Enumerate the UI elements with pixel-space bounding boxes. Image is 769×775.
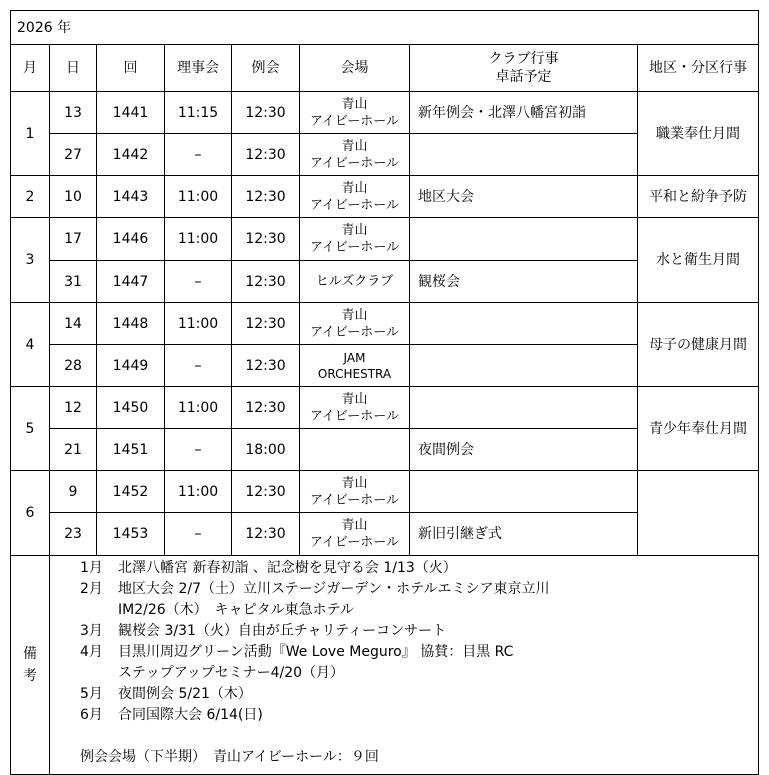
notes-label-1: 備 — [23, 646, 37, 662]
day-cell: 23 — [50, 513, 97, 556]
event-cell — [410, 387, 638, 429]
note-month — [80, 600, 118, 621]
board-cell: – — [165, 345, 232, 387]
note-text: IM2/26（木） キャピタル東急ホテル — [118, 602, 354, 618]
board-cell: – — [165, 429, 232, 471]
event-cell — [410, 345, 638, 387]
venue-cell — [300, 345, 410, 387]
district-cell — [638, 471, 759, 556]
table-row — [11, 303, 759, 345]
round-cell: 1453 — [97, 513, 165, 556]
table-row — [11, 92, 759, 134]
board-cell: 11:00 — [165, 387, 232, 429]
time-cell: 12:30 — [232, 345, 300, 387]
note-month: 5月 — [80, 686, 103, 702]
note-line — [80, 558, 758, 579]
schedule-table — [10, 10, 759, 775]
board-cell: 11:00 — [165, 303, 232, 345]
month-cell: 5 — [11, 387, 50, 471]
note-text: 地区大会 2/7（土）立川ステージガーデン・ホテルエミシア東京立川 — [118, 581, 550, 597]
header-month: 月 — [11, 45, 50, 92]
time-cell: 12:30 — [232, 471, 300, 513]
time-cell: 12:30 — [232, 513, 300, 556]
time-cell: 12:30 — [232, 134, 300, 176]
venue-line2: アイビーホール — [309, 408, 400, 424]
note-month: 3月 — [80, 623, 103, 639]
venue-line2: アイビーホール — [309, 492, 400, 508]
venue-cell — [300, 513, 410, 556]
venue-cell — [300, 387, 410, 429]
board-cell: 11:00 — [165, 471, 232, 513]
venue-line1: 青山 — [341, 96, 368, 112]
round-cell: 1443 — [97, 176, 165, 218]
note-month: 1月 — [80, 560, 103, 576]
venue-line2: アイビーホール — [309, 535, 400, 550]
venue-line2: アイビーホール — [309, 324, 400, 340]
venue-line2: アイビーホール — [309, 197, 400, 213]
board-cell: 11:00 — [165, 176, 232, 218]
day-cell: 28 — [50, 345, 97, 387]
time-cell: 12:30 — [232, 176, 300, 218]
event-cell: 夜間例会 — [410, 429, 638, 471]
district-cell: 水と衛生月間 — [638, 218, 759, 303]
event-cell: 地区大会 — [410, 176, 638, 218]
round-cell: 1442 — [97, 134, 165, 176]
header-round: 回 — [97, 45, 165, 92]
day-cell: 14 — [50, 303, 97, 345]
day-cell: 31 — [50, 261, 97, 303]
board-cell: 11:00 — [165, 218, 232, 261]
board-cell: – — [165, 134, 232, 176]
header-meeting: 例会 — [232, 45, 300, 92]
venue-cell — [300, 176, 410, 218]
day-cell: 21 — [50, 429, 97, 471]
day-cell: 17 — [50, 218, 97, 261]
table-row — [11, 387, 759, 429]
table-row — [11, 218, 759, 261]
note-text: ステップアップセミナー4/20（月） — [118, 665, 345, 681]
round-cell: 1449 — [97, 345, 165, 387]
day-cell: 13 — [50, 92, 97, 134]
time-cell: 12:30 — [232, 387, 300, 429]
venue-cell — [300, 471, 410, 513]
event-cell — [410, 303, 638, 345]
venue-line1: 青山 — [341, 138, 368, 154]
venue-line1: 青山 — [341, 307, 368, 323]
venue-line1: JAM — [343, 350, 366, 365]
board-cell: – — [165, 513, 232, 556]
round-cell: 1441 — [97, 92, 165, 134]
venue-cell — [300, 261, 410, 303]
venue-line1: 青山 — [341, 180, 368, 196]
event-cell — [410, 134, 638, 176]
venue-cell — [300, 92, 410, 134]
time-cell: 12:30 — [232, 218, 300, 261]
day-cell: 12 — [50, 387, 97, 429]
notes-label — [11, 556, 50, 775]
district-cell: 職業奉仕月間 — [638, 92, 759, 176]
event-cell: 観桜会 — [410, 261, 638, 303]
note-text: 北澤八幡宮 新春初詣 、記念樹を見守る会 1/13（火） — [118, 560, 457, 576]
round-cell: 1446 — [97, 218, 165, 261]
note-line — [80, 600, 758, 621]
venue-cell — [300, 134, 410, 176]
round-cell: 1452 — [97, 471, 165, 513]
notes-cell — [50, 556, 759, 775]
venue-line1: 青山 — [341, 475, 368, 491]
note-spacer — [80, 726, 758, 747]
time-cell: 12:30 — [232, 92, 300, 134]
venue-line1: ヒルズクラブ — [315, 274, 394, 289]
table-title: 2026 年 — [11, 11, 759, 45]
note-line — [80, 705, 758, 726]
event-cell: 新旧引継ぎ式 — [410, 513, 638, 556]
round-cell: 1451 — [97, 429, 165, 471]
header-event — [410, 45, 638, 92]
note-text: 合同国際大会 6/14(日) — [118, 707, 263, 723]
table-row — [11, 471, 759, 513]
venue-line2: アイビーホール — [309, 155, 400, 171]
note-text: 目黒川周辺グリーン活動『We Love Meguro』 協賛：目黒 RC — [118, 644, 514, 660]
venue-cell — [300, 429, 410, 471]
round-cell: 1447 — [97, 261, 165, 303]
round-cell: 1448 — [97, 303, 165, 345]
note-month — [80, 663, 118, 684]
district-cell: 母子の健康月間 — [638, 303, 759, 387]
venue-line1: 青山 — [341, 518, 368, 533]
note-line — [80, 642, 758, 663]
event-cell: 新年例会・北澤八幡宮初詣 — [410, 92, 638, 134]
month-cell: 2 — [11, 176, 50, 218]
venue-cell — [300, 218, 410, 261]
header-board: 理事会 — [165, 45, 232, 92]
venue-line1: 青山 — [341, 391, 368, 407]
day-cell: 27 — [50, 134, 97, 176]
table-row — [11, 176, 759, 218]
notes-label-2: 考 — [23, 668, 37, 684]
month-cell: 1 — [11, 92, 50, 176]
month-cell: 6 — [11, 471, 50, 556]
venue-line2: アイビーホール — [309, 113, 400, 129]
round-cell: 1450 — [97, 387, 165, 429]
month-cell: 3 — [11, 218, 50, 303]
venue-cell — [300, 303, 410, 345]
header-day: 日 — [50, 45, 97, 92]
note-month: 2月 — [80, 581, 103, 597]
month-cell: 4 — [11, 303, 50, 387]
header-event-line2: 卓話予定 — [495, 69, 552, 85]
board-cell: 11:15 — [165, 92, 232, 134]
district-cell: 平和と紛争予防 — [638, 176, 759, 218]
time-cell: 12:30 — [232, 261, 300, 303]
header-venue: 会場 — [300, 45, 410, 92]
district-cell: 青少年奉仕月間 — [638, 387, 759, 471]
day-cell: 10 — [50, 176, 97, 218]
venue-line2: アイビーホール — [309, 240, 400, 255]
note-month: 4月 — [80, 644, 103, 660]
board-cell: – — [165, 261, 232, 303]
note-line — [80, 663, 758, 684]
time-cell: 12:30 — [232, 303, 300, 345]
note-line — [80, 621, 758, 642]
venue-line2: ORCHESTRA — [317, 366, 392, 381]
event-cell — [410, 218, 638, 261]
note-text: 夜間例会 5/21（木） — [118, 686, 252, 702]
note-line — [80, 579, 758, 600]
note-month: 6月 — [80, 707, 103, 723]
notes-footer: 例会会場（下半期） 青山アイビーホール：９回 — [80, 749, 379, 765]
venue-line1: 青山 — [341, 223, 368, 238]
header-event-line1: クラブ行事 — [488, 51, 559, 67]
day-cell: 9 — [50, 471, 97, 513]
event-cell — [410, 471, 638, 513]
note-line — [80, 684, 758, 705]
header-district: 地区・分区行事 — [638, 45, 759, 92]
note-text: 観桜会 3/31（火）自由が丘チャリティーコンサート — [118, 623, 447, 639]
time-cell: 18:00 — [232, 429, 300, 471]
